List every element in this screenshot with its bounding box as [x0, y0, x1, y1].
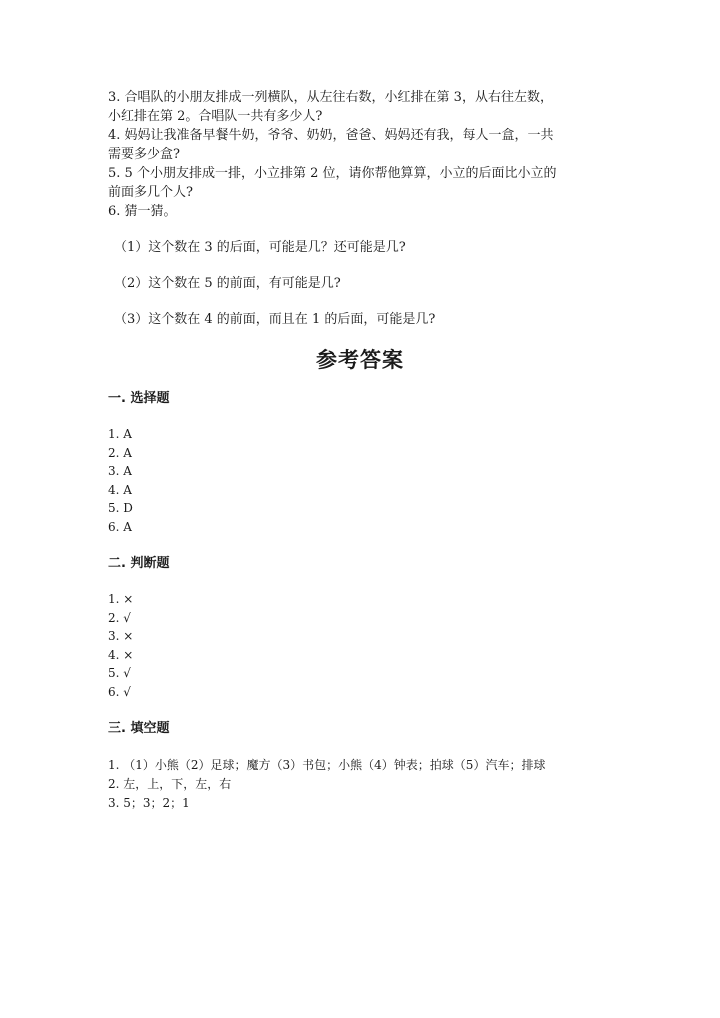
question-5-line-2: 前面多几个人?: [108, 185, 193, 200]
question-4-line-2: 需要多少盒?: [108, 147, 180, 162]
section-3-heading: 三. 填空题: [108, 721, 170, 736]
question-6-title: 6. 猜一猜。: [108, 204, 177, 219]
section-3-answer: 2. 左，上，下，左，右: [108, 777, 232, 791]
section-1-answer: 1. A: [108, 427, 132, 441]
question-3-line-1: 3. 合唱队的小朋友排成一列横队，从左往右数，小红排在第 3，从右往左数，: [108, 90, 553, 105]
question-5-line-1: 5. 5 个小朋友排成一排，小立排第 2 位，请你帮他算算，小立的后面比小立的: [108, 166, 557, 181]
question-6-sub-2: （2）这个数在 5 的前面，有可能是几?: [114, 276, 341, 291]
section-2-answer: 4. ×: [108, 648, 134, 662]
section-3-answer: 3. 5；3；2；1: [108, 796, 190, 810]
section-1-answer: 6. A: [108, 520, 132, 534]
section-1-answer: 2. A: [108, 446, 132, 460]
section-3-answer: 1. （1）小熊（2）足球；魔方（3）书包；小熊（4）钟表；拍球（5）汽车；排球: [108, 758, 546, 772]
section-2-answer: 6. √: [108, 685, 131, 699]
section-2-answer: 2. √: [108, 611, 131, 625]
answers-title: 参考答案: [316, 347, 404, 372]
question-6-sub-3: （3）这个数在 4 的前面，而且在 1 的后面，可能是几?: [114, 312, 436, 327]
section-2-answer: 3. ×: [108, 629, 134, 643]
section-1-answer: 3. A: [108, 464, 132, 478]
section-1-answer: 5. D: [108, 501, 133, 515]
section-1-answer: 4. A: [108, 483, 132, 497]
section-2-answer: 1. ×: [108, 592, 134, 606]
section-2-heading: 二. 判断题: [108, 556, 170, 571]
question-6-sub-1: （1）这个数在 3 的后面，可能是几？还可能是几?: [114, 240, 406, 255]
section-1-heading: 一. 选择题: [108, 391, 170, 406]
question-3-line-2: 小红排在第 2。合唱队一共有多少人?: [108, 109, 323, 124]
section-2-answer: 5. √: [108, 666, 131, 680]
question-4-line-1: 4. 妈妈让我准备早餐牛奶，爷爷、奶奶，爸爸、妈妈还有我，每人一盒，一共: [108, 128, 554, 143]
